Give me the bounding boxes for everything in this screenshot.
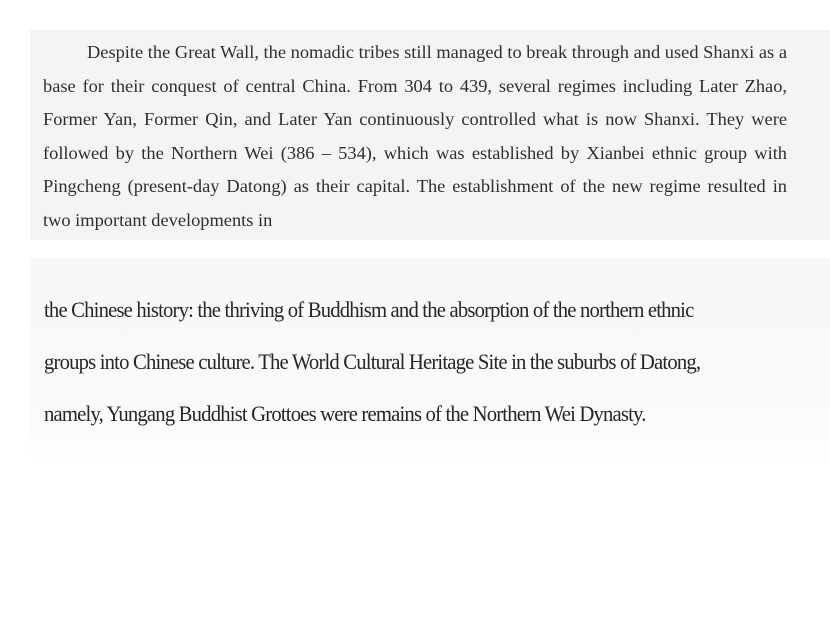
text-line: namely, Yungang Buddhist Grottoes were remains of the Northern Wei Dynasty. (44, 401, 646, 426)
body-paragraph-bottom (44, 284, 725, 440)
text-line: the Chinese history: the thriving of Buddhism and the absorption of the northern ethnic (44, 297, 694, 322)
body-paragraph-top: Despite the Great Wall, the nomadic tribes still managed to break through and used Shanxi as a base for their conquest of central China. From 304 to 439, several regimes including Later Zhao, Former Yan, Former Qin, and Later Yan continuously controlled what is now Shanxi. They were followed by the Northern Wei (386 – 534), which was established by Xianbei ethnic group with Pingcheng (present-day Datong) as their capital. The establishment of the new regime resulted in two important developments in (43, 42, 787, 230)
text-line: groups into Chinese culture. The World Cultural Heritage Site in the suburbs of Datong, (44, 349, 701, 374)
